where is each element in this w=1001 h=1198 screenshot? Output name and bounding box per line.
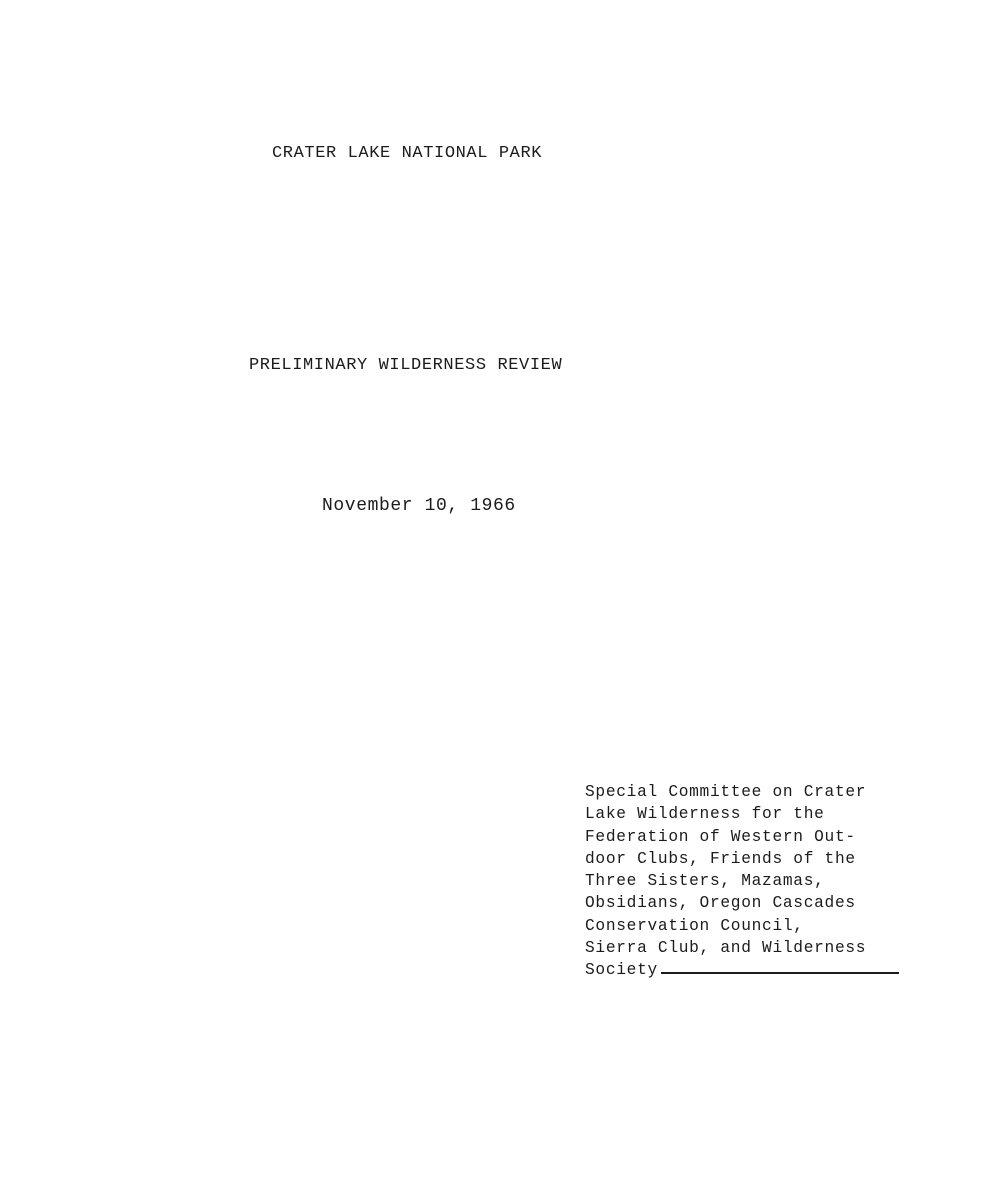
- committee-line: Sierra Club, and Wilderness: [585, 939, 867, 958]
- document-date: November 10, 1966: [322, 496, 516, 516]
- committee-line: Three Sisters, Mazamas,: [585, 872, 825, 891]
- committee-line: Special Committee on Crater: [585, 783, 867, 801]
- committee-line: door Clubs, Friends of the: [585, 849, 856, 868]
- document-subtitle: PRELIMINARY WILDERNESS REVIEW: [249, 356, 563, 375]
- committee-last-line: [585, 959, 915, 981]
- committee-line: Obsidians, Oregon Cascades: [585, 894, 856, 913]
- underline-rule: [661, 959, 899, 974]
- committee-line: Conservation Council,: [585, 916, 804, 935]
- committee-line: Federation of Western Out-: [585, 827, 856, 846]
- document-title: CRATER LAKE NATIONAL PARK: [272, 144, 543, 163]
- committee-line: Lake Wilderness for the: [585, 805, 825, 824]
- committee-block: [585, 781, 915, 982]
- committee-line: Society: [585, 961, 658, 980]
